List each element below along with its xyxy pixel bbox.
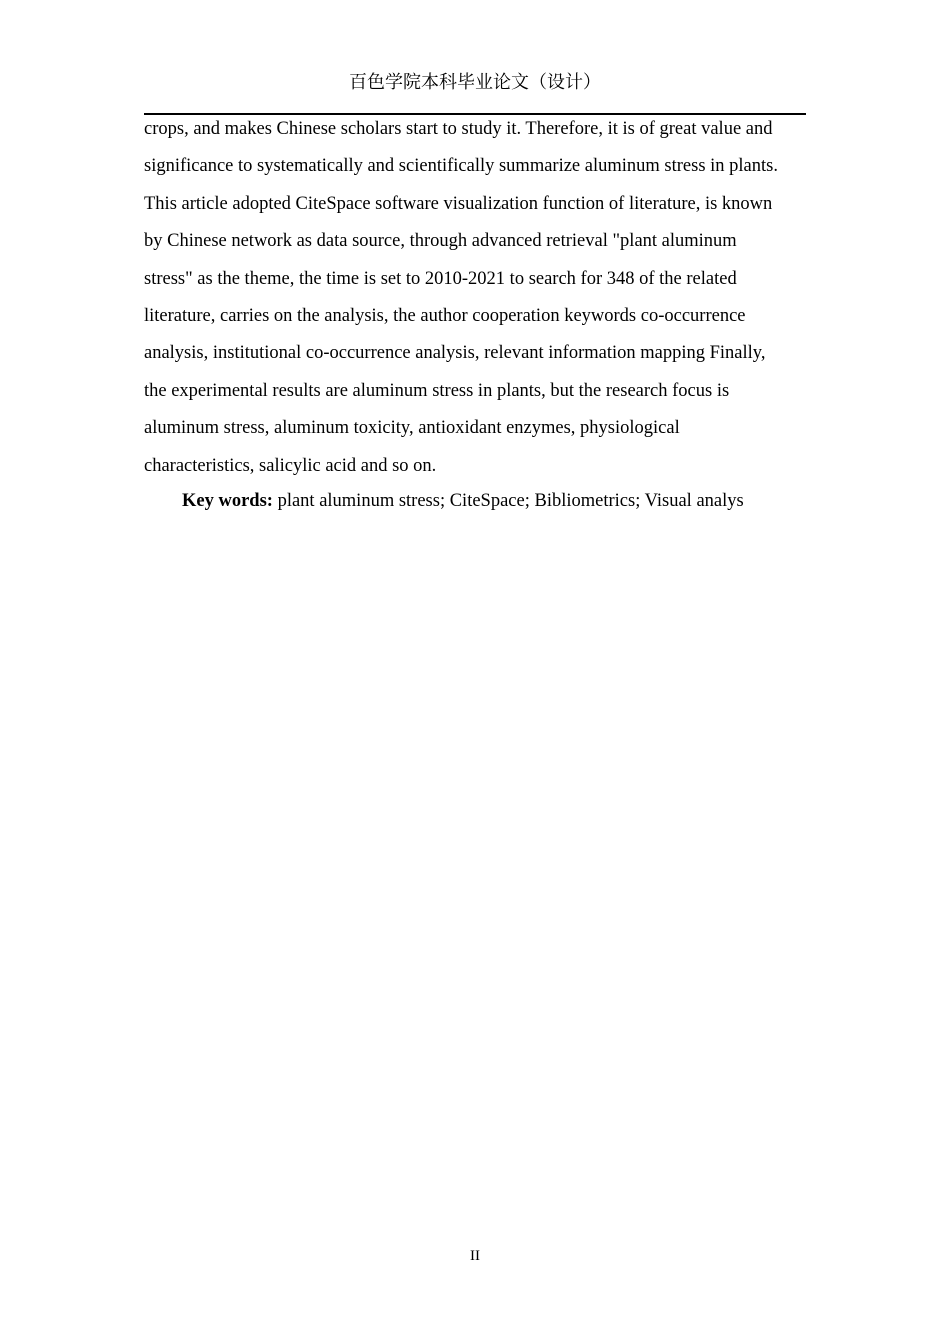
- abstract-line: This article adopted CiteSpace software visualization function of literature, is known: [144, 193, 773, 214]
- keywords-text: plant aluminum stress; CiteSpace; Bibliometrics; Visual analys: [272, 491, 744, 511]
- abstract-line: the experimental results are aluminum stress in plants, but the research focus is: [144, 380, 730, 401]
- abstract-line: aluminum stress, aluminum toxicity, antioxidant enzymes, physiological: [144, 418, 680, 439]
- abstract-line: crops, and makes Chinese scholars start to study it. Therefore, it is of great value and: [144, 119, 773, 139]
- page-header-title: 百色学院本科毕业论文（设计）: [349, 72, 601, 93]
- abstract-line: characteristics, salicylic acid and so on.: [144, 455, 437, 476]
- keywords-paragraph: [182, 487, 806, 515]
- abstract-line: analysis, institutional co-occurrence analysis, relevant information mapping Finally,: [144, 343, 766, 364]
- abstract-line: significance to systematically and scientifically summarize aluminum stress in plants.: [144, 156, 778, 177]
- keywords-label: Key words:: [182, 491, 273, 511]
- abstract-line: by Chinese network as data source, through advanced retrieval "plant aluminum: [144, 231, 737, 252]
- page-number: II: [470, 1248, 480, 1264]
- abstract-line: literature, carries on the analysis, the author cooperation keywords co-occurrence: [144, 305, 746, 326]
- abstract-body: [144, 115, 806, 489]
- abstract-line: stress" as the theme, the time is set to 2010-2021 to search for 348 of the related: [144, 268, 737, 289]
